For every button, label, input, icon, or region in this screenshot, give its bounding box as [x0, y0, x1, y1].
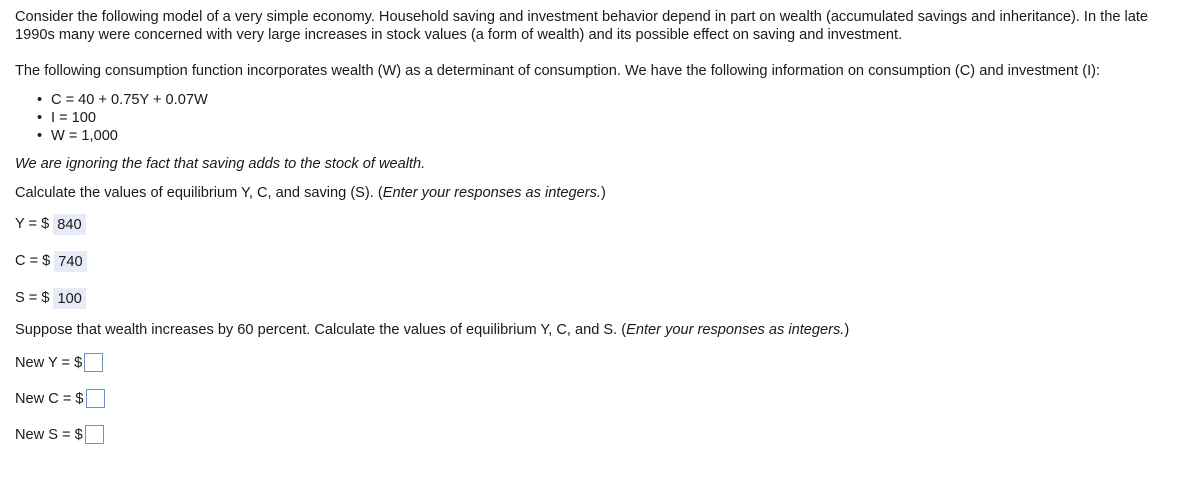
- answer-row-y: [15, 213, 1187, 235]
- new-c-input[interactable]: [86, 389, 105, 408]
- given-values-list: [15, 91, 1187, 146]
- consumption-intro: The following consumption function incorporates wealth (W) as a determinant of consumption. We have the following information on consumption (C) and investment (I):: [15, 63, 1101, 79]
- answer-label-c: C = $: [15, 253, 51, 270]
- intro-paragraph: Consider the following model of a very simple economy. Household saving and investment behavior depend in part on wealth (accumulated savings and inheritance). In the late 1990s many were concerned with very large increases in stock values (a form of wealth) and its possible effect on saving and investment.: [15, 9, 1149, 43]
- instruction-text: Enter your responses as integers.: [382, 184, 601, 201]
- wealth-value: W = 1,000: [51, 128, 118, 145]
- instruction-text: Enter your responses as integers.: [626, 322, 845, 339]
- answer-row-new-s: [15, 424, 1187, 446]
- answer-label-new-y: New Y = $: [15, 354, 83, 371]
- answer-value-y: 840: [53, 214, 85, 235]
- answer-row-c: [15, 250, 1187, 272]
- answer-row-new-c: [15, 388, 1187, 410]
- answer-label-new-s: New S = $: [15, 426, 83, 443]
- answer-value-c: 740: [54, 251, 86, 272]
- bullet-icon: •: [37, 128, 43, 145]
- answer-value-s: 100: [53, 288, 85, 309]
- consumption-function: C = 40 + 0.75Y + 0.07W: [51, 91, 208, 108]
- list-item: [37, 127, 1187, 145]
- investment-value: I = 100: [51, 109, 97, 126]
- new-y-input[interactable]: [84, 353, 103, 372]
- answer-label-y: Y = $: [15, 216, 50, 233]
- answer-label-new-c: New C = $: [15, 390, 84, 407]
- list-item: [37, 109, 1187, 127]
- answer-label-s: S = $: [15, 290, 50, 307]
- ignore-note: We are ignoring the fact that saving adds to the stock of wealth.: [15, 156, 426, 173]
- question-text: Suppose that wealth increases by 60 percent. Calculate the values of equilibrium Y, C, and S. (: [15, 322, 627, 339]
- question-part-2: [15, 322, 1187, 340]
- bullet-icon: •: [37, 109, 43, 126]
- new-s-input[interactable]: [85, 425, 104, 444]
- bullet-icon: •: [37, 91, 43, 108]
- list-item: [37, 91, 1187, 109]
- question-text: Calculate the values of equilibrium Y, C, and saving (S). (: [15, 184, 383, 201]
- question-part-1: [15, 185, 1187, 203]
- question-close: ): [844, 322, 850, 339]
- answer-row-new-y: [15, 352, 1187, 374]
- answer-row-s: [15, 287, 1187, 309]
- question-content: [15, 9, 1187, 446]
- question-close: ): [600, 184, 606, 201]
